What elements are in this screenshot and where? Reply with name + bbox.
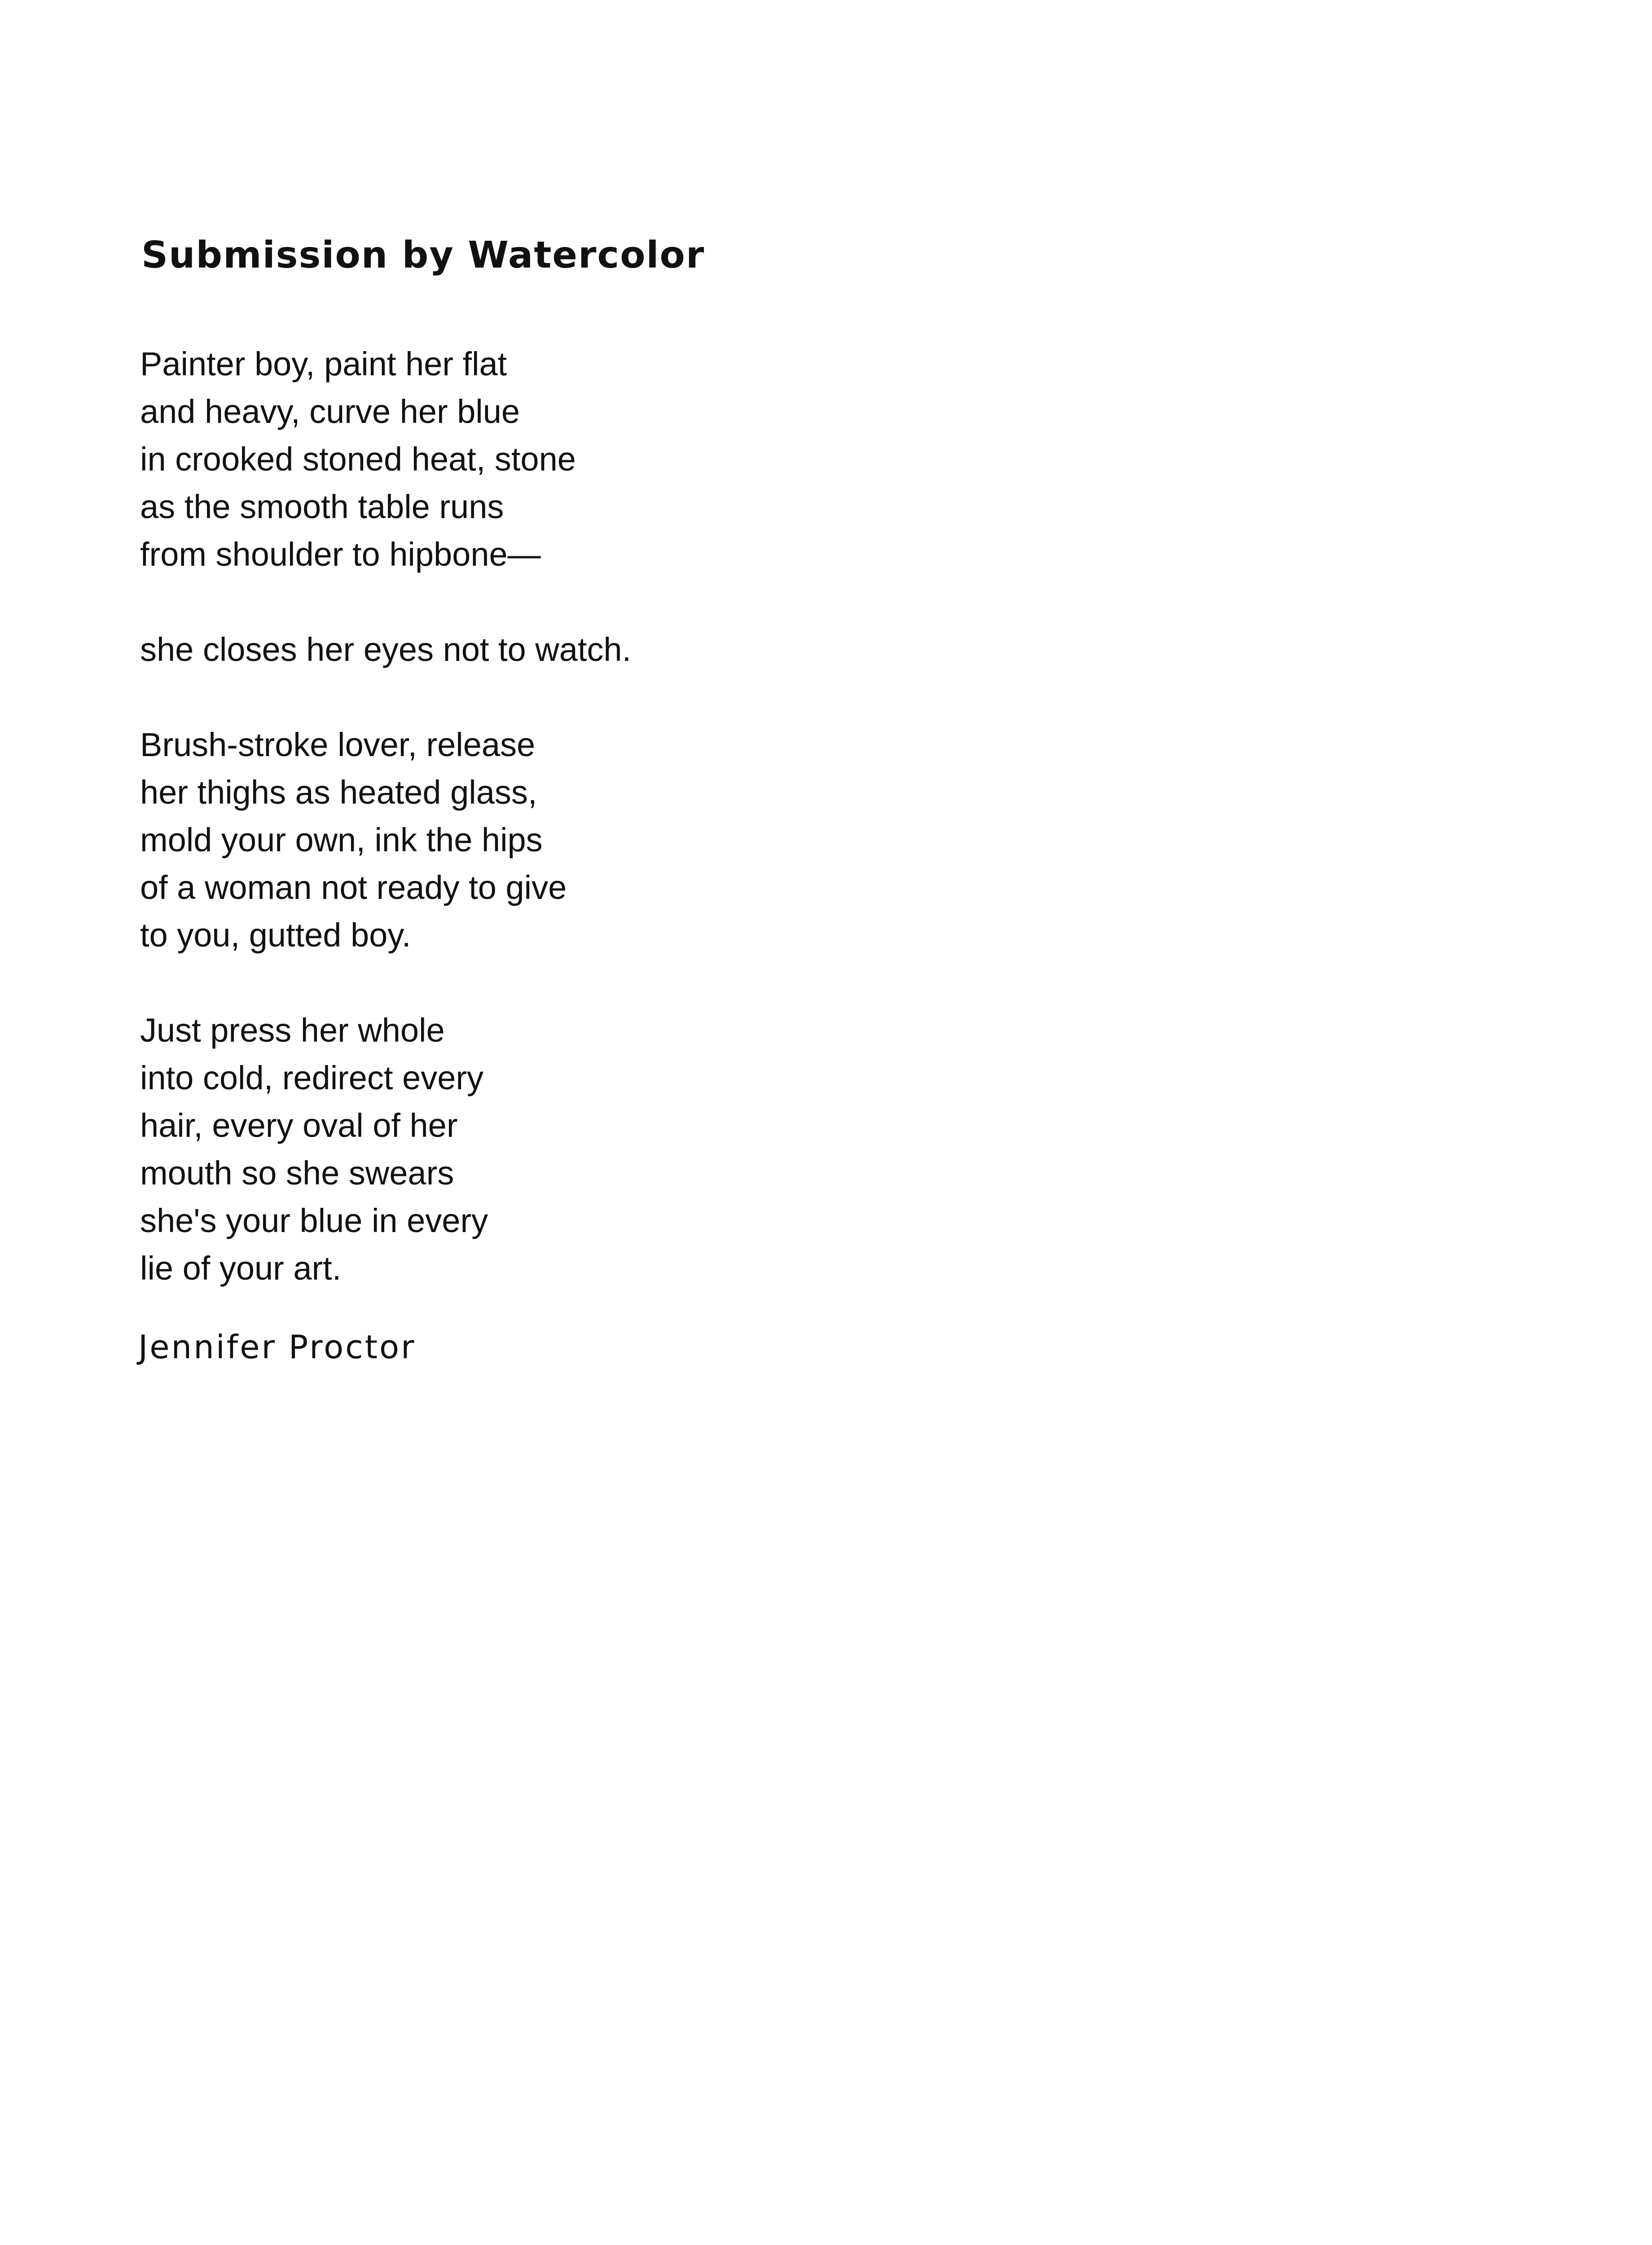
poem-line: in crooked stoned heat, stone: [140, 440, 576, 478]
poem-line: her thighs as heated glass,: [140, 774, 537, 811]
poem-line: from shoulder to hipbone—: [140, 536, 541, 573]
stanza-4: [140, 1007, 631, 1292]
poem-body: [140, 340, 631, 1340]
poem-title: Submission by Watercolor: [141, 234, 705, 277]
poem-line: mouth so she swears: [140, 1154, 454, 1192]
poem-line: into cold, redirect every: [140, 1059, 484, 1096]
stanza-1: [140, 340, 631, 578]
poem-line: hair, every oval of her: [140, 1107, 458, 1144]
poem-line: she closes her eyes not to watch.: [140, 631, 632, 668]
poem-author: Jennifer Proctor: [138, 1328, 416, 1366]
stanza-3: [140, 721, 631, 959]
poem-line: as the smooth table runs: [140, 488, 504, 525]
poem-line: of a woman not ready to give: [140, 869, 567, 906]
poem-line: mold your own, ink the hips: [140, 821, 543, 858]
poem-line: to you, gutted boy.: [140, 916, 411, 954]
poem-line: Brush-stroke lover, release: [140, 726, 536, 763]
poem-line: lie of your art.: [140, 1250, 342, 1287]
poem-line: she's your blue in every: [140, 1202, 488, 1239]
stanza-2: [140, 626, 631, 674]
poem-line: Just press her whole: [140, 1012, 445, 1049]
poem-line: Painter boy, paint her flat: [140, 345, 507, 383]
poem-line: and heavy, curve her blue: [140, 393, 520, 430]
